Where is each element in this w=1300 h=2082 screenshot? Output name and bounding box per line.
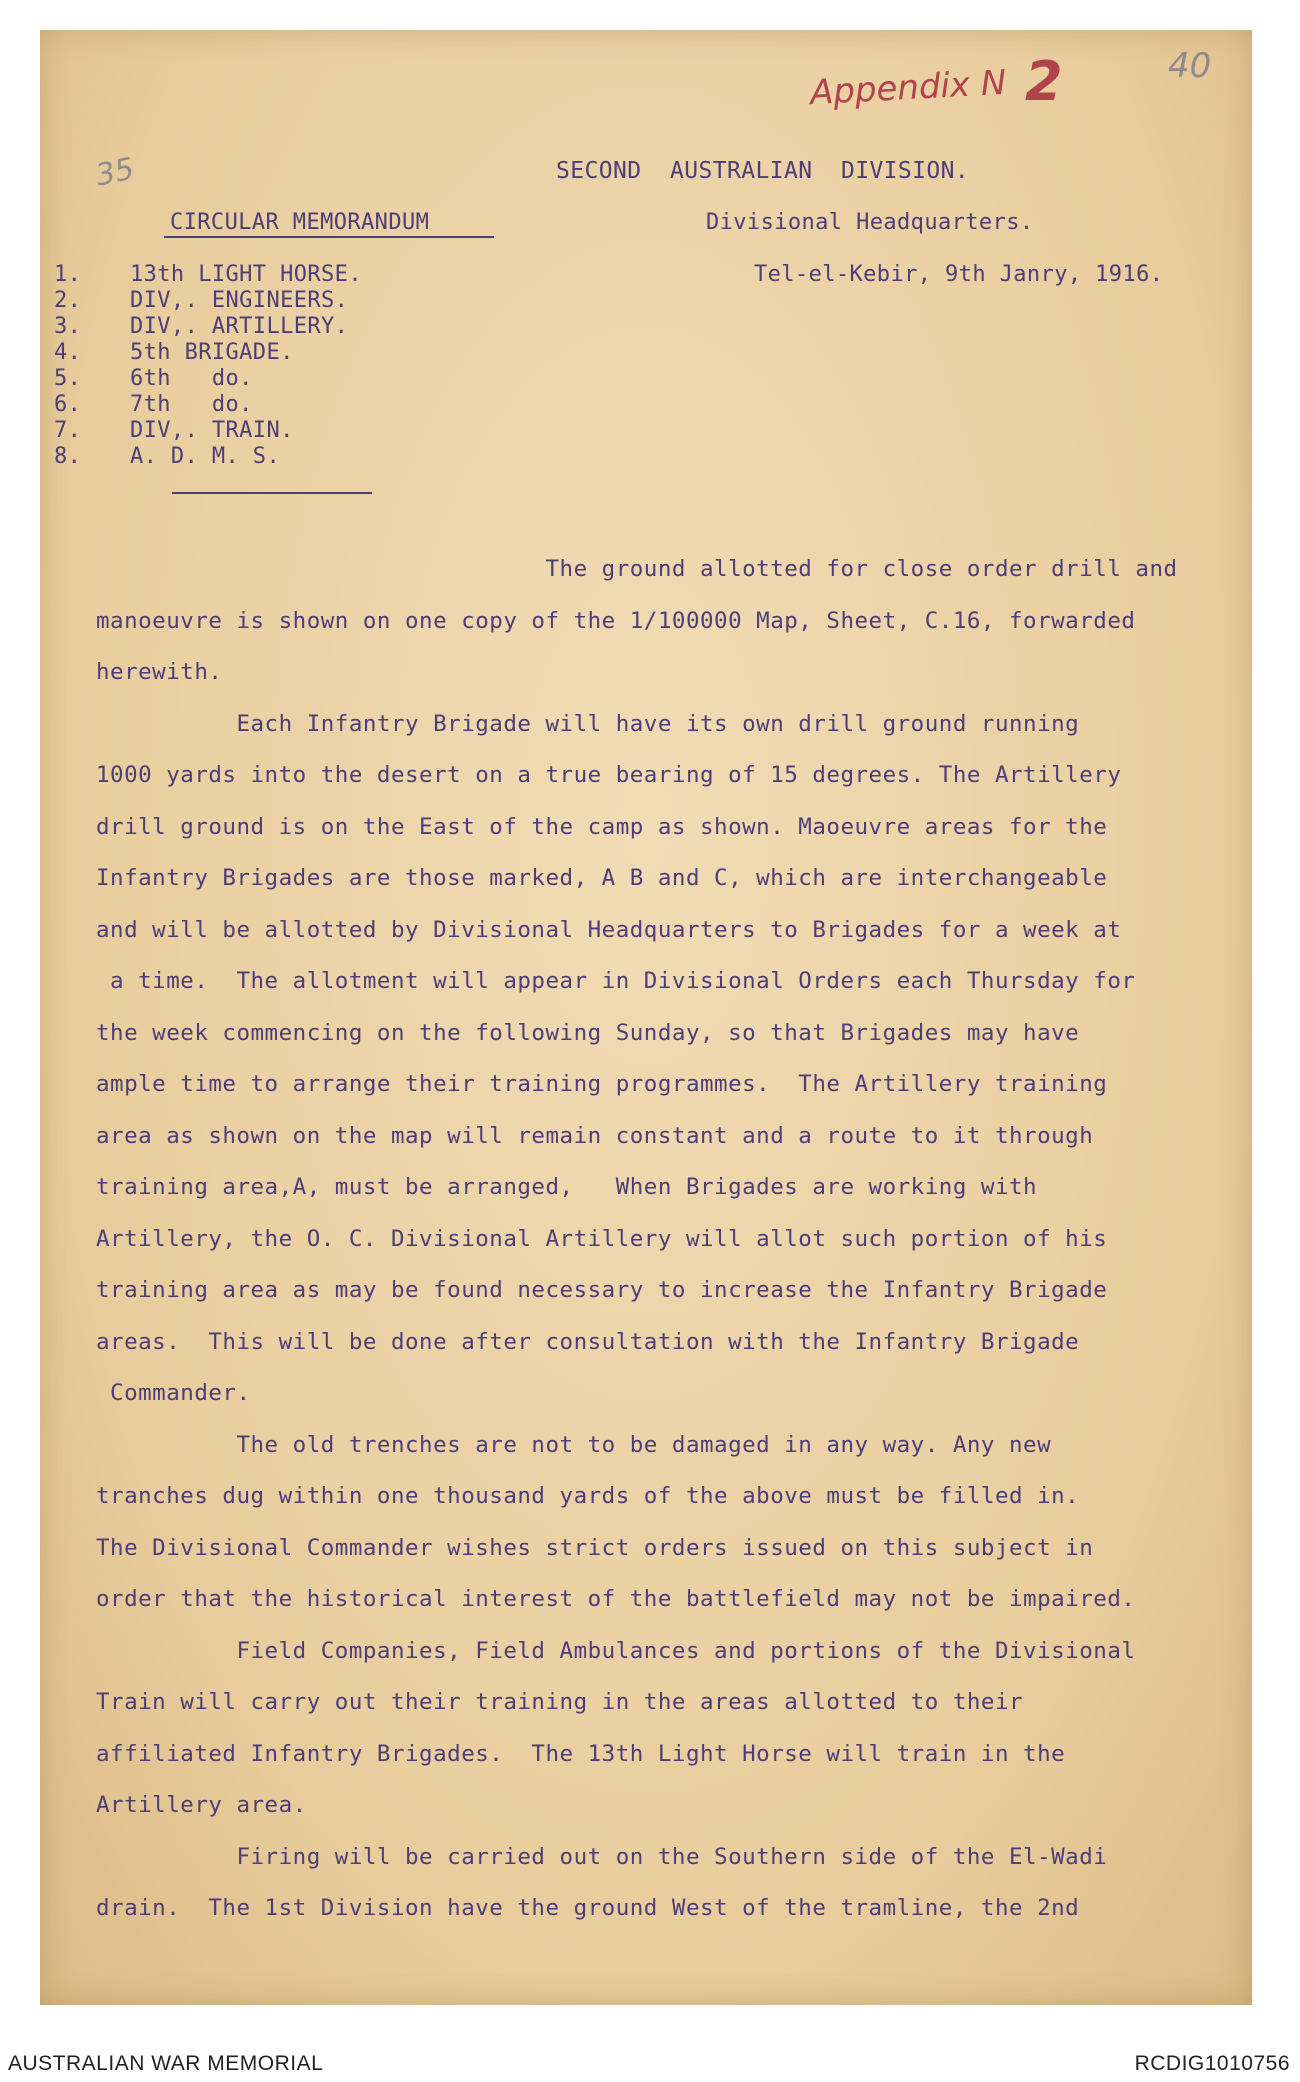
- footer-catalog-id: RCDIG1010756: [1134, 2052, 1290, 2075]
- body-line: The old trenches are not to be damaged in any way. Any new: [96, 1431, 1052, 1458]
- distribution-item: 5. 6th do.: [54, 366, 253, 391]
- distribution-item: 8. A. D. M. S.: [54, 444, 281, 469]
- body-line: order that the historical interest of the battlefield may not be impaired.: [96, 1586, 1136, 1612]
- distribution-list: [54, 262, 514, 470]
- body-line: herewith.: [96, 659, 223, 685]
- body-line: training area,A, must be arranged, When Brigades are working with: [96, 1174, 1038, 1200]
- appendix-label: Appendix N: [809, 62, 1008, 114]
- distribution-item: 4. 5th BRIGADE.: [54, 340, 294, 365]
- location-line-1: Divisional Headquarters.: [706, 210, 1034, 235]
- body-line: the week commencing on the following Sunday, so that Brigades may have: [96, 1019, 1080, 1046]
- distribution-item: 7. DIV,. TRAIN.: [54, 418, 294, 443]
- body-line: drill ground is on the East of the camp as shown. Maoeuvre areas for the: [96, 813, 1108, 840]
- location-line-2: Tel-el-Kebir, 9th Janry, 1916.: [754, 262, 1164, 287]
- body-line: Infantry Brigades are those marked, A B and C, which are interchangeable: [96, 865, 1108, 891]
- body-line: Artillery, the O. C. Divisional Artillery will allot such portion of his: [96, 1225, 1108, 1252]
- body-line: The ground allotted for close order drill and: [96, 556, 1178, 582]
- footer-archive-name: AUSTRALIAN WAR MEMORIAL: [8, 2052, 324, 2075]
- body-line: Artillery area.: [96, 1792, 307, 1818]
- memo-title-underline: [164, 236, 494, 238]
- memo-title: CIRCULAR MEMORANDUM: [170, 210, 430, 235]
- body-line: 1000 yards into the desert on a true bearing of 15 degrees. The Artillery: [96, 762, 1122, 788]
- body-line: Train will carry out their training in the areas allotted to their: [96, 1689, 1024, 1715]
- distribution-item: 6. 7th do.: [54, 392, 253, 417]
- body-line: Field Companies, Field Ambulances and portions of the Divisional: [96, 1637, 1136, 1664]
- body-line: areas. This will be done after consultation with the Infantry Brigade: [96, 1328, 1080, 1355]
- distribution-rule: [172, 492, 372, 494]
- body-line: ample time to arrange their training programmes. The Artillery training: [96, 1071, 1108, 1097]
- folio-number: 40: [1168, 46, 1212, 86]
- distribution-item: 3. DIV,. ARTILLERY.: [54, 314, 349, 339]
- body-line: area as shown on the map will remain constant and a route to it through: [96, 1122, 1094, 1149]
- body-line: Each Infantry Brigade will have its own drill ground running: [96, 710, 1080, 737]
- memo-body: [96, 556, 1236, 1947]
- body-line: manoeuvre is shown on one copy of the 1/100000 Map, Sheet, C.16, forwarded: [96, 607, 1136, 634]
- body-line: a time. The allotment will appear in Divisional Orders each Thursday for: [96, 968, 1136, 994]
- division-title: SECOND AUSTRALIAN DIVISION.: [556, 158, 970, 184]
- body-line: The Divisional Commander wishes strict orders issued on this subject in: [96, 1534, 1094, 1561]
- appendix-number: 2: [1025, 50, 1063, 113]
- body-line: Commander.: [96, 1380, 251, 1406]
- distribution-item: 2. DIV,. ENGINEERS.: [54, 288, 349, 313]
- body-line: and will be allotted by Divisional Headquarters to Brigades for a week at: [96, 916, 1122, 943]
- body-line: training area as may be found necessary to increase the Infantry Brigade: [96, 1277, 1108, 1303]
- pencil-mark: 35: [92, 151, 138, 194]
- body-line: affiliated Infantry Brigades. The 13th Light Horse will train in the: [96, 1740, 1066, 1767]
- body-line: Firing will be carried out on the Southern side of the El-Wadi: [96, 1843, 1108, 1870]
- distribution-item: 1. 13th LIGHT HORSE.: [54, 262, 362, 287]
- body-line: tranches dug within one thousand yards of the above must be filled in.: [96, 1483, 1080, 1509]
- document-page: [40, 30, 1252, 2005]
- body-line: drain. The 1st Division have the ground West of the tramline, the 2nd: [96, 1895, 1080, 1921]
